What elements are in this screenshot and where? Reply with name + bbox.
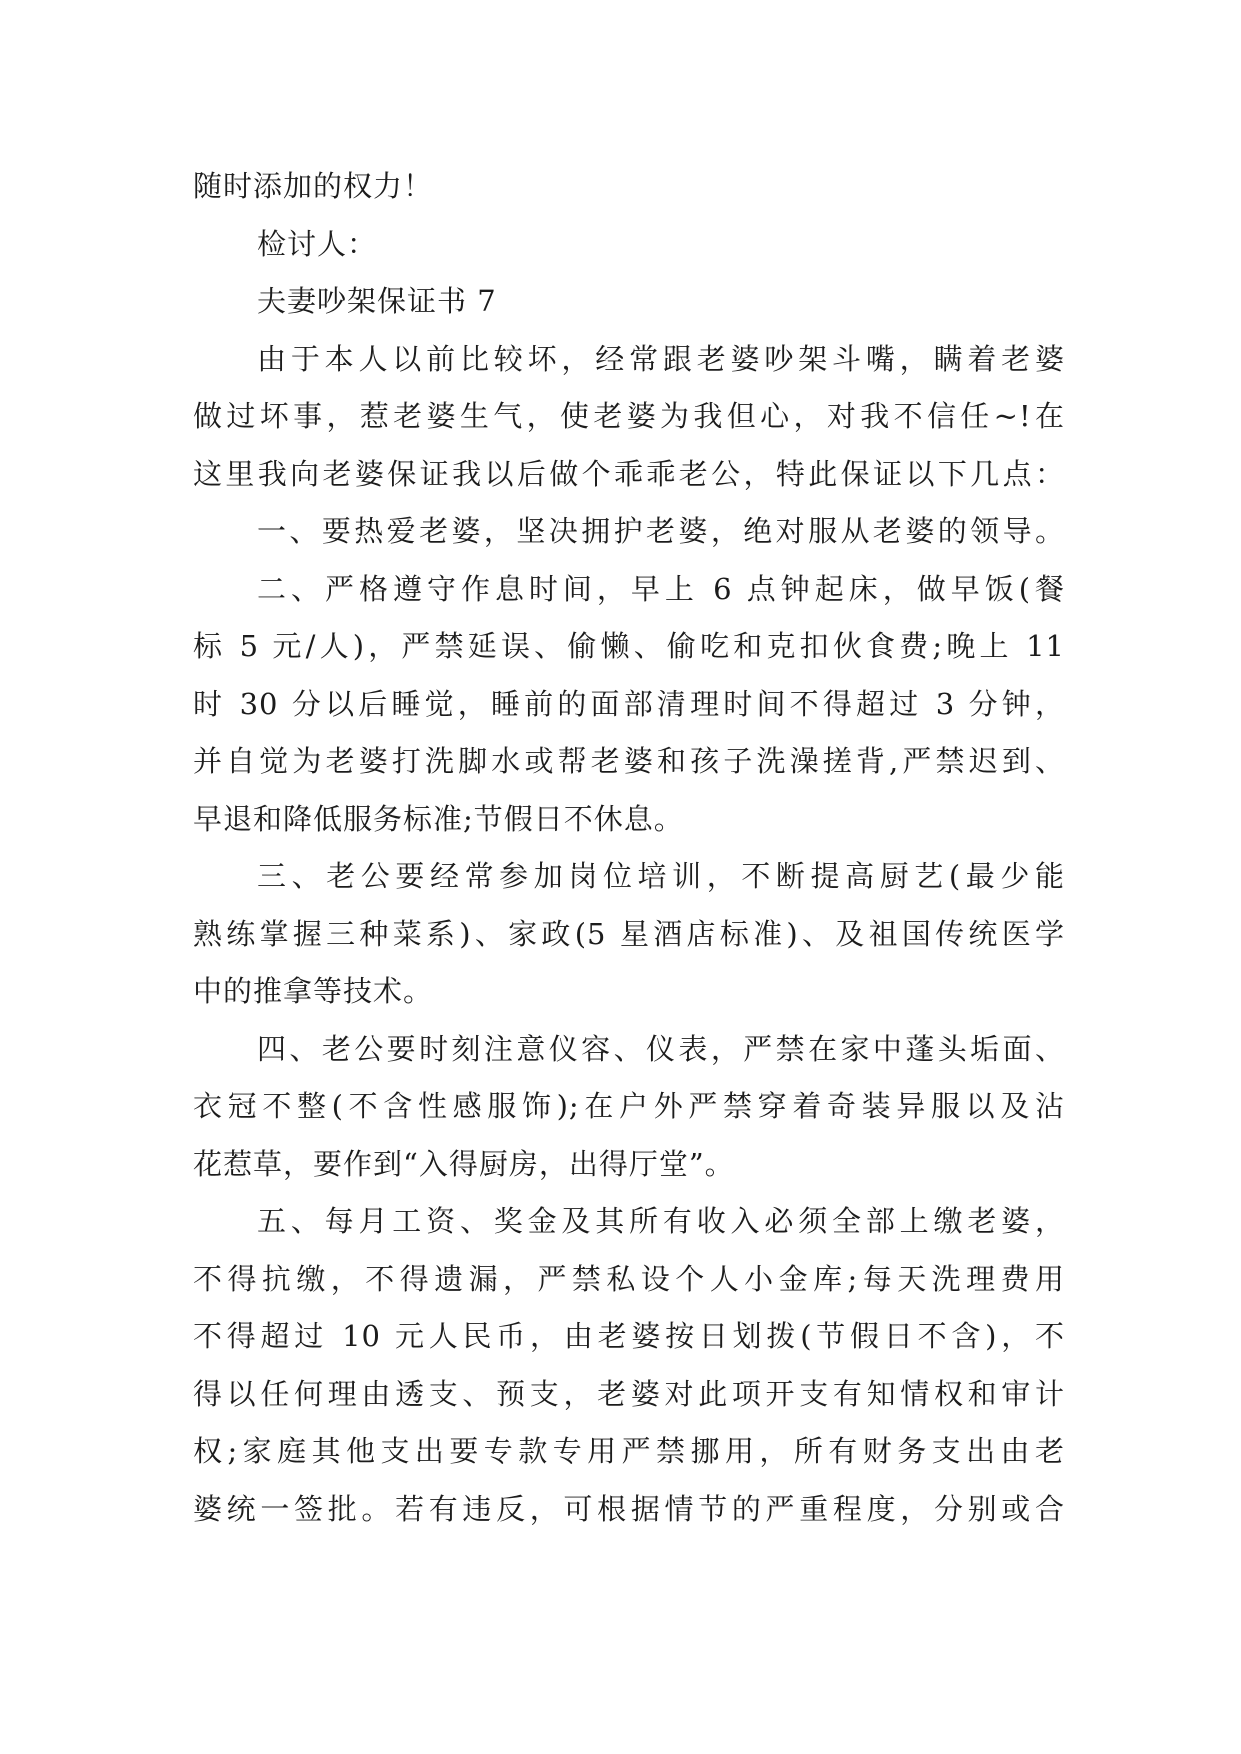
item-2-line: 早退和降低服务标准;节假日不休息。 [193, 801, 684, 836]
item-2-line: 二、严格遵守作息时间，早上 6 点钟起床，做早饭(餐 [257, 571, 1065, 606]
item-2-line: 时 30 分以后睡觉，睡前的面部清理时间不得超过 3 分钟， [193, 686, 1065, 721]
item-4-line: 花惹草，要作到“入得厨房，出得厅堂”。 [193, 1146, 735, 1181]
paragraph-line: 做过坏事，惹老婆生气，使老婆为我但心，对我不信任~!在 [193, 399, 1065, 433]
item-3-line: 熟练掌握三种菜系)、家政(5 星酒店标准)、及祖国传统医学 [193, 916, 1065, 951]
paragraph-line: 由于本人以前比较坏，经常跟老婆吵架斗嘴，瞒着老婆 [257, 341, 1065, 376]
section-heading: 夫妻吵架保证书 7 [257, 284, 497, 318]
text-line-1: 随时添加的权力！ [193, 169, 434, 203]
item-5-line: 不得抗缴，不得遗漏，严禁私设个人小金库;每天洗理费用 [193, 1261, 1065, 1296]
item-5-line: 不得超过 10 元人民币，由老婆按日划拨(节假日不含)，不 [193, 1319, 1065, 1353]
signer-label: 检讨人： [257, 226, 378, 261]
item-4-line: 衣冠不整(不含性感服饰);在户外严禁穿着奇装异服以及沾 [193, 1089, 1065, 1123]
document-body [193, 158, 1065, 1538]
item-3-line: 中的推拿等技术。 [193, 974, 434, 1008]
item-1-line: 一、要热爱老婆，坚决拥护老婆，绝对服从老婆的领导。 [257, 514, 1065, 548]
item-5-line: 权;家庭其他支出要专款专用严禁挪用，所有财务支出由老 [193, 1434, 1065, 1468]
item-5-line: 得以任何理由透支、预支，老婆对此项开支有知情权和审计 [193, 1376, 1065, 1411]
item-3-line: 三、老公要经常参加岗位培训，不断提高厨艺(最少能 [257, 859, 1065, 893]
item-2-line: 并自觉为老婆打洗脚水或帮老婆和孩子洗澡搓背,严禁迟到、 [193, 744, 1065, 778]
item-5-line: 婆统一签批。若有违反，可根据情节的严重程度，分别或合 [193, 1491, 1065, 1526]
item-4-line: 四、老公要时刻注意仪容、仪表，严禁在家中蓬头垢面、 [257, 1031, 1065, 1066]
paragraph-line: 这里我向老婆保证我以后做个乖乖老公，特此保证以下几点： [193, 456, 1065, 491]
item-5-line: 五、每月工资、奖金及其所有收入必须全部上缴老婆， [257, 1204, 1065, 1238]
item-2-line: 标 5 元/人)，严禁延误、偷懒、偷吃和克扣伙食费;晚上 11 [193, 629, 1065, 663]
